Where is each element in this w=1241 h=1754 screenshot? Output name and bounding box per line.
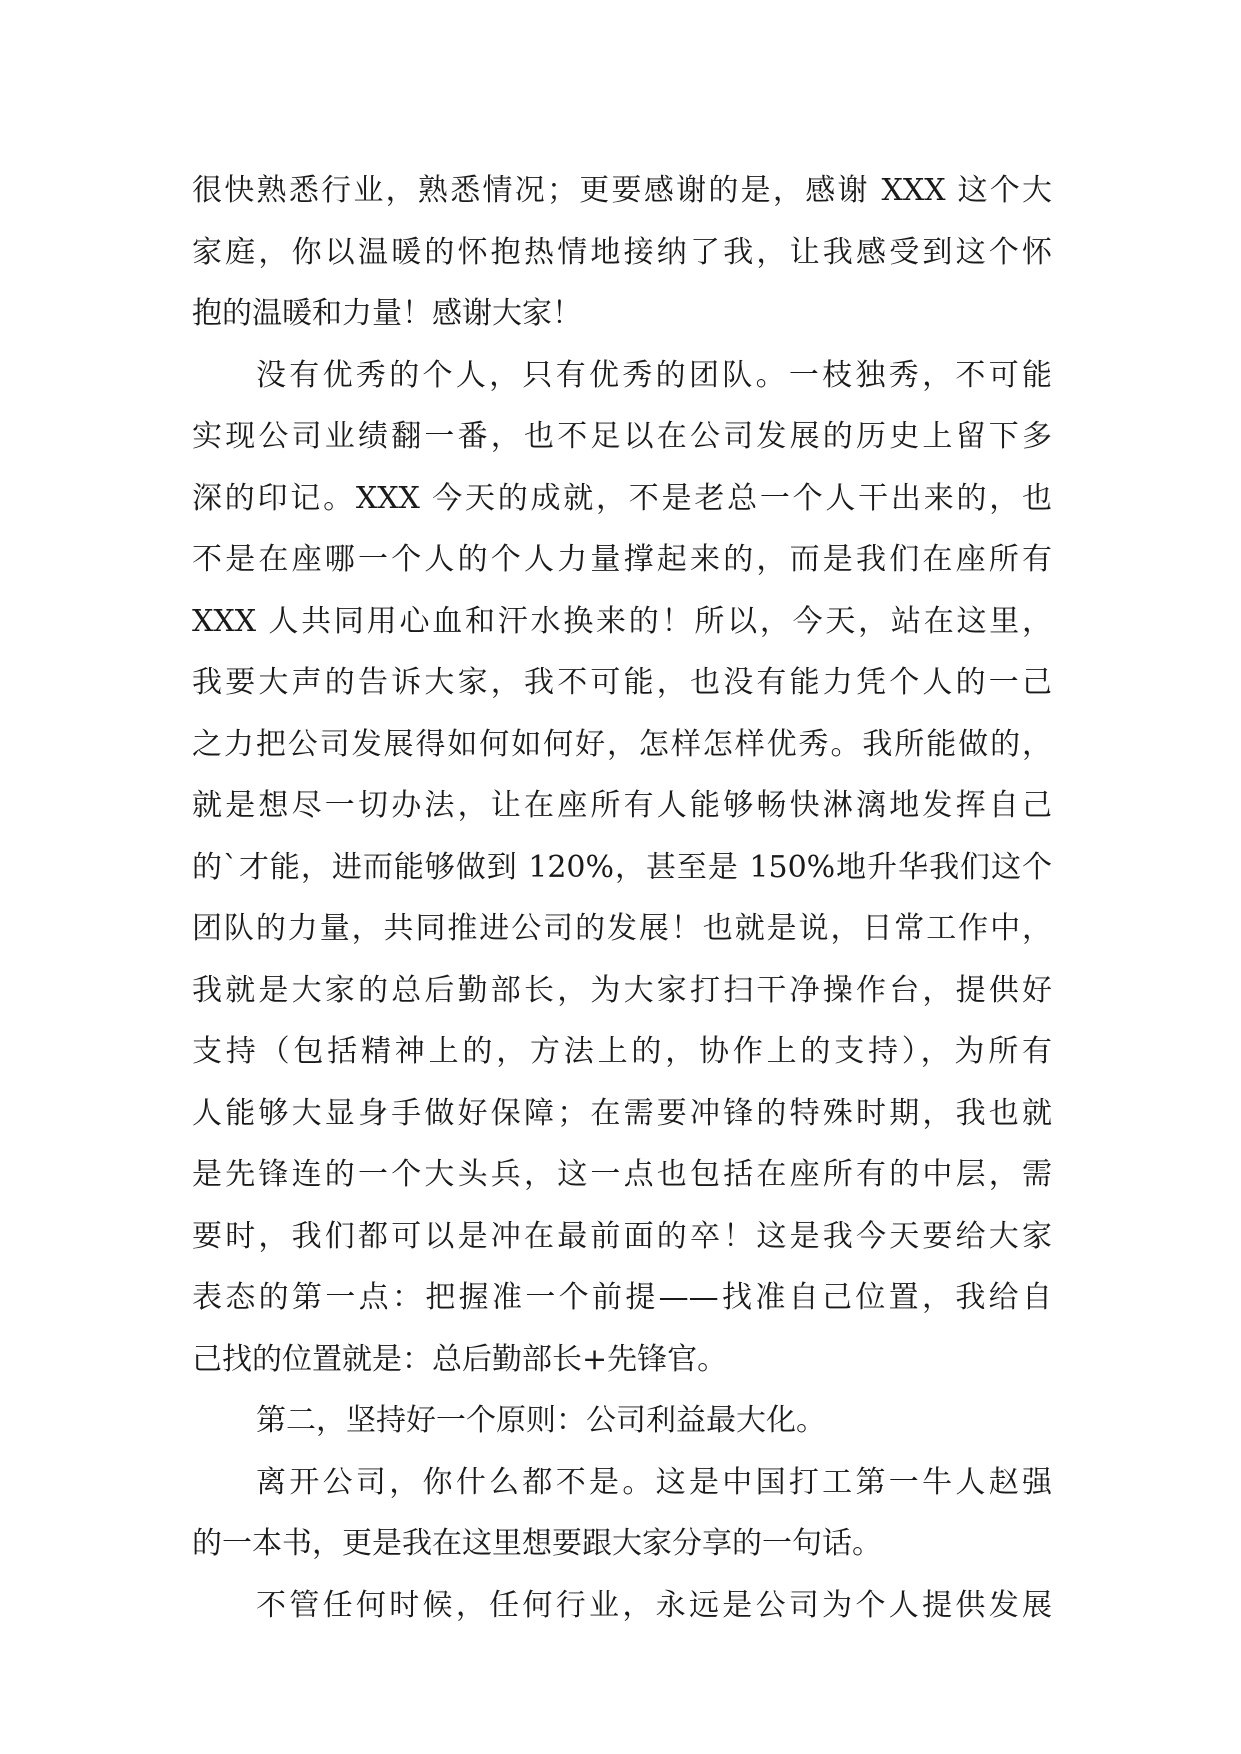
text-line: 的`才能，进而能够做到 120%，甚至是 150%地升华我们这个 — [192, 849, 1052, 885]
text-line: 团队的力量，共同推进公司的发展！也就是说，日常工作中， — [192, 911, 1052, 946]
paragraph-3 — [192, 1390, 1052, 1452]
text-line: 很快熟悉行业，熟悉情况；更要感谢的是，感谢 XXX 这个大 — [192, 173, 1052, 208]
text-line: 我要大声的告诉大家，我不可能，也没有能力凭个人的一己 — [192, 665, 1052, 700]
text-line: XXX 人共同用心血和汗水换来的！所以，今天，站在这里， — [192, 603, 1052, 639]
text-line: 就是想尽一切办法，让在座所有人能够畅快淋漓地发挥自己 — [192, 788, 1052, 823]
text-line: 第二，坚持好一个原则：公司利益最大化。 — [256, 1403, 826, 1438]
text-line: 的一本书，更是我在这里想要跟大家分享的一句话。 — [192, 1526, 882, 1561]
text-line: 是先锋连的一个大头兵，这一点也包括在座所有的中层，需 — [192, 1157, 1052, 1192]
text-line: 不管任何时候，任何行业，永远是公司为个人提供发展 — [256, 1587, 1052, 1623]
document-body — [192, 160, 1052, 1636]
text-line: 之力把公司发展得如何如何好，怎样怎样优秀。我所能做的， — [192, 726, 1052, 762]
text-line: 不是在座哪一个人的个人力量撑起来的，而是我们在座所有 — [192, 542, 1052, 577]
text-line: 离开公司，你什么都不是。这是中国打工第一牛人赵强 — [256, 1464, 1052, 1500]
paragraph-2 — [192, 345, 1052, 1391]
text-line: 家庭，你以温暖的怀抱热情地接纳了我，让我感受到这个怀 — [192, 234, 1052, 270]
text-line: 深的印记。XXX 今天的成就，不是老总一个人干出来的，也 — [192, 480, 1052, 516]
text-line: 要时，我们都可以是冲在最前面的卒！这是我今天要给大家 — [192, 1218, 1052, 1254]
paragraph-1 — [192, 160, 1052, 345]
text-line: 抱的温暖和力量！感谢大家！ — [192, 296, 582, 331]
text-line: 我就是大家的总后勤部长，为大家打扫干净操作台，提供好 — [192, 972, 1052, 1008]
text-line: 己找的位置就是：总后勤部长+先锋官。 — [192, 1341, 728, 1377]
text-line: 实现公司业绩翻一番，也不足以在公司发展的历史上留下多 — [192, 419, 1052, 454]
paragraph-4 — [192, 1452, 1052, 1575]
text-line: 没有优秀的个人，只有优秀的团队。一枝独秀，不可能 — [256, 357, 1052, 393]
text-line: 支持（包括精神上的，方法上的，协作上的支持），为所有 — [192, 1034, 1052, 1069]
text-line: 人能够大显身手做好保障；在需要冲锋的特殊时期，我也就 — [192, 1095, 1052, 1131]
paragraph-5 — [192, 1575, 1052, 1637]
text-line: 表态的第一点：把握准一个前提——找准自己位置，我给自 — [192, 1280, 1052, 1315]
